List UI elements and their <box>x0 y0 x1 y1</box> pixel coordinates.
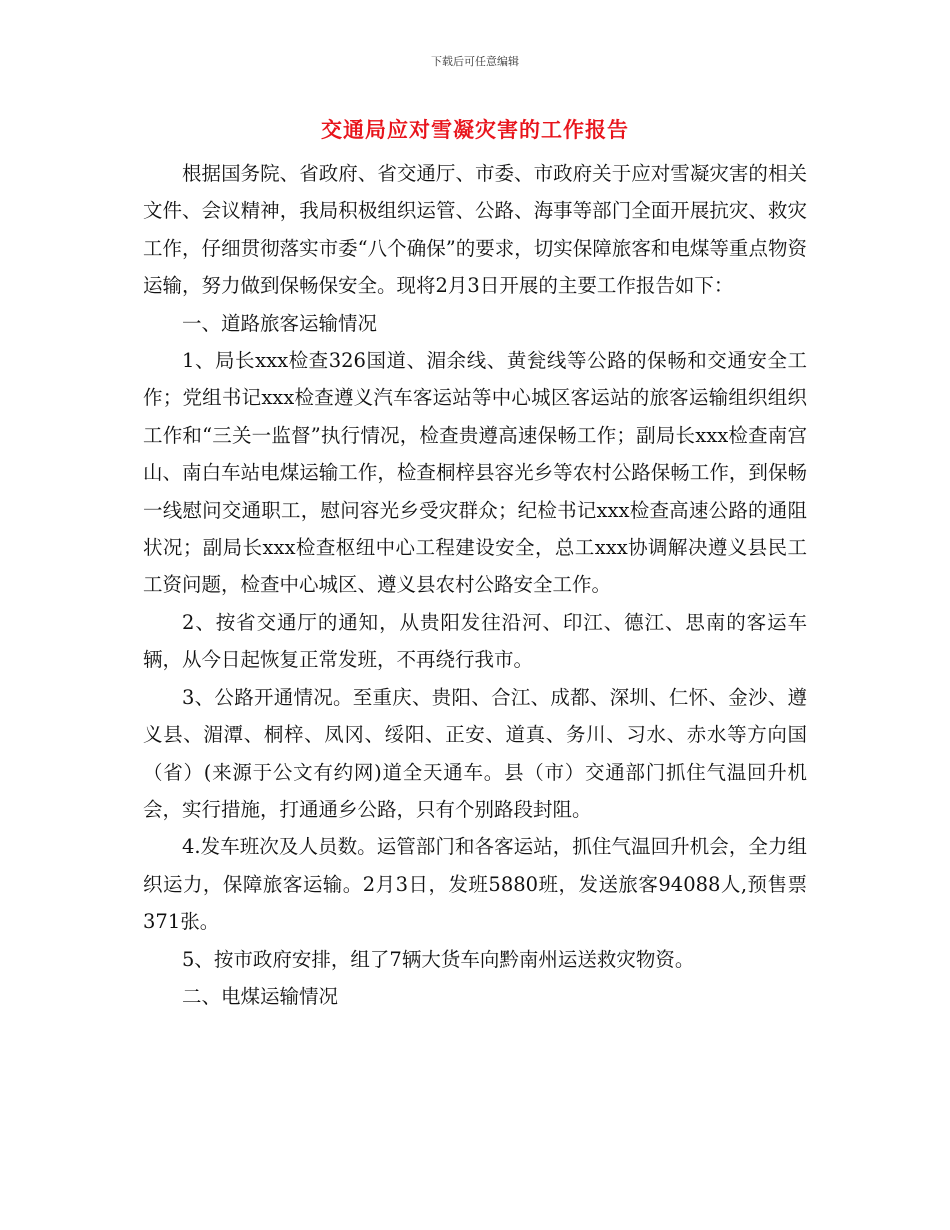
document-body <box>143 155 807 1015</box>
paragraph-item-2: 2、按省交通厅的通知，从贵阳发往沿河、印江、德江、思南的客运车辆，从今日起恢复正常发班，不再绕行我市。 <box>143 610 807 672</box>
document-title: 交通局应对雪凝灾害的工作报告 <box>321 118 629 142</box>
section-heading-2: 二、电煤运输情况 <box>182 984 339 1008</box>
paragraph-item-5: 5、按市政府安排，组了7辆大货车向黔南州运送救灾物资。 <box>182 947 695 971</box>
section-heading-1: 一、道路旅客运输情况 <box>182 311 378 335</box>
paragraph-intro: 根据国务院、省政府、省交通厅、市委、市政府关于应对雪凝灾害的相关文件、会议精神，我局积极组织运管、公路、海事等部门全面开展抗灾、救灾工作，仔细贯彻落实市委“八个确保”的要求，切实保障旅客和电煤等重点物资运输，努力做到保畅保安全。现将2月3日开展的主要工作报告如下： <box>143 162 807 298</box>
page-header-note: 下载后可任意编辑 <box>431 55 519 68</box>
paragraph-item-3: 3、公路开通情况。至重庆、贵阳、合江、成都、深圳、仁怀、金沙、遵义县、湄潭、桐梓、凤冈、绥阳、正安、道真、务川、习水、赤水等方向国（省）(来源于公文有约网)道全天通车。县（市）交通部门抓住气温回升机会，实行措施，打通通乡公路，只有个别路段封阻。 <box>143 685 807 821</box>
paragraph-item-4: 4.发车班次及人员数。运管部门和各客运站，抓住气温回升机会，全力组织运力，保障旅客运输。2月3日，发班5880班，发送旅客94088人,预售票371张。 <box>143 835 807 934</box>
paragraph-item-1: 1、局长xxx检查326国道、湄余线、黄瓮线等公路的保畅和交通安全工作；党组书记xxx检查遵义汽车客运站等中心城区客运站的旅客运输组织组织工作和“三关一监督”执行情况，检查贵遵高速保畅工作；副局长xxx检查南宫山、南白车站电煤运输工作，检查桐梓县容光乡等农村公路保畅工作，到保畅一线慰问交通职工，慰问容光乡受灾群众；纪检书记xxx检查高速公路的通阻状况；副局长xxx检查枢纽中心工程建设安全，总工xxx协调解决遵义县民工工资问题，检查中心城区、遵义县农村公路安全工作。 <box>143 349 807 597</box>
